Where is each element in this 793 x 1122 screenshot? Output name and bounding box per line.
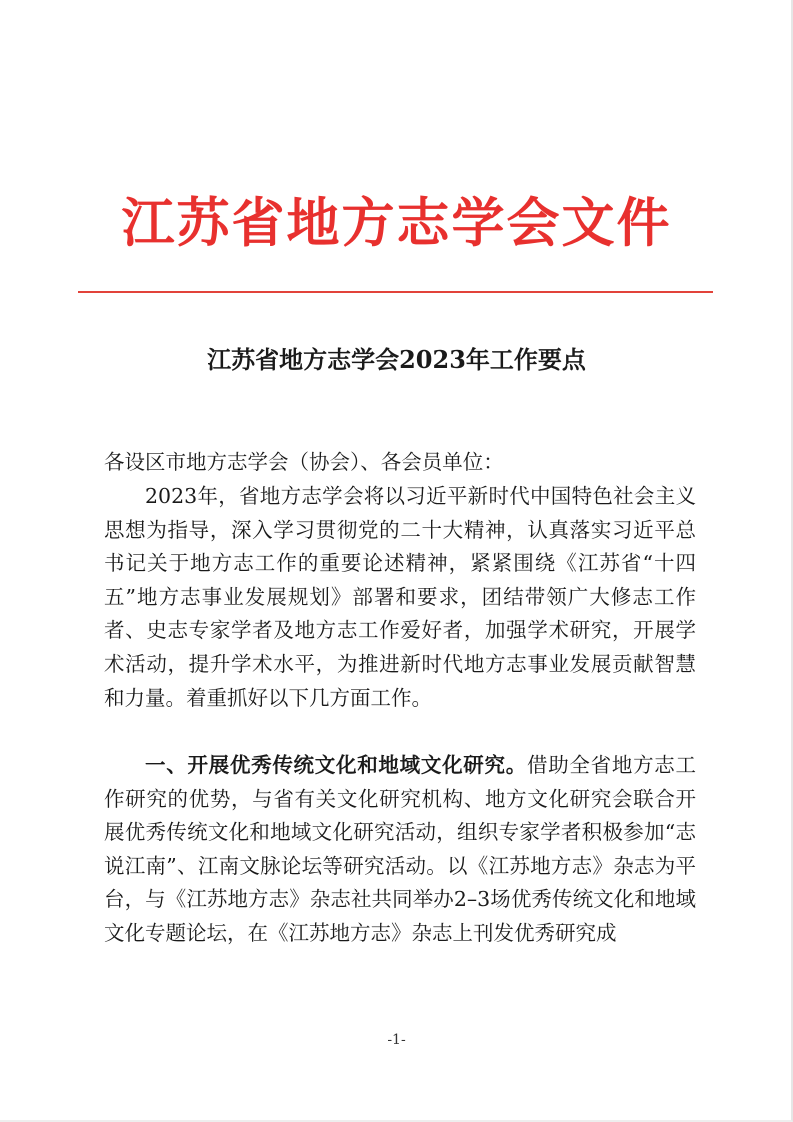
red-divider-line xyxy=(78,291,713,293)
page-number: -1- xyxy=(387,1032,406,1048)
document-title: 江苏省地方志学会2023年工作要点 xyxy=(207,345,586,374)
document-masthead: 江苏省地方志学会文件 xyxy=(121,192,672,254)
salutation: 各设区市地方志学会（协会）、各会员单位： xyxy=(104,450,504,474)
section-heading: 一、开展优秀传统文化和地域文化研究。 xyxy=(145,753,527,777)
section-text: 借助全省地方志工作研究的优势，与省有关文化研究机构、地方文化研究会联合开展优秀传统文化和地域文化研究活动，组织专家学者积极参加“志说江南”、江南文脉论坛等研究活动。以《江苏地方志》杂志为平台，与《江苏地方志》杂志社共同举办2–3场优秀传统文化和地域文化专题论坛，在《江苏地方志》杂志上刊发优秀研究成 xyxy=(104,753,697,945)
body-paragraph-section-1 xyxy=(104,749,696,951)
body-paragraph-intro: 2023年，省地方志学会将以习近平新时代中国特色社会主义思想为指导，深入学习贯彻党的二十大精神，认真落实习近平总书记关于地方志工作的重要论述精神，紧紧围绕《江苏省“十四五”地方志事业发展规划》部署和要求，团结带领广大修志工作者、史志专家学者及地方志工作爱好者，加强学术研究，开展学术活动，提升学术水平，为推进新时代地方志事业发展贡献智慧和力量。着重抓好以下几方面工作。 xyxy=(104,484,696,710)
